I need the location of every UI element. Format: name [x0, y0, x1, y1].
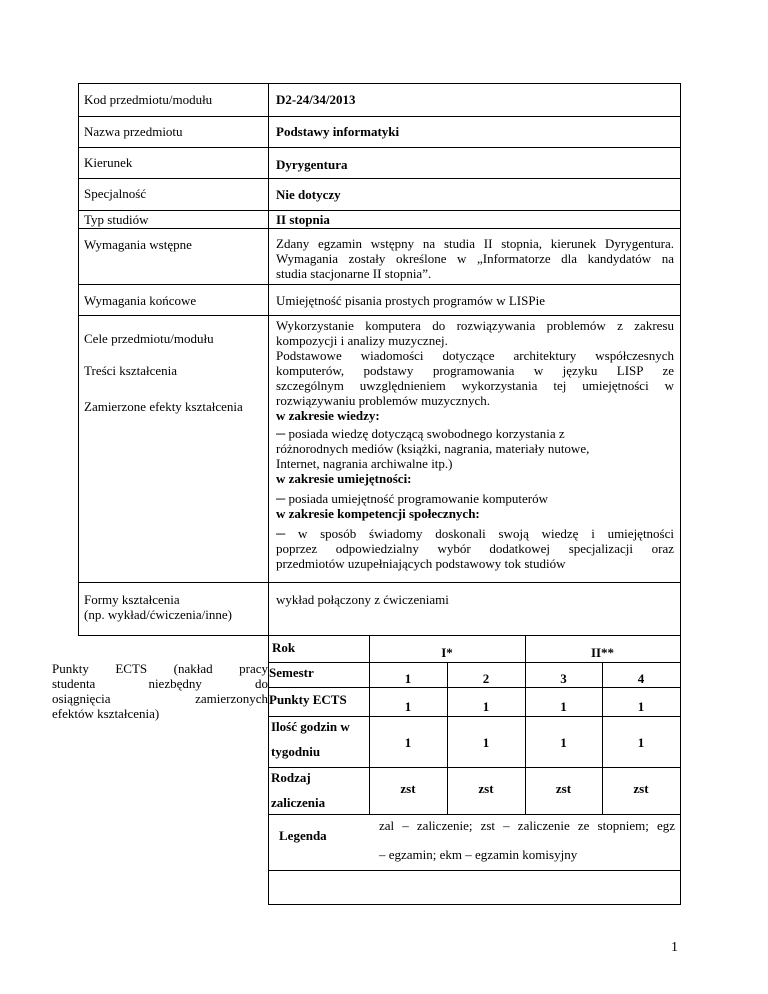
row-final-label: Wymagania końcowe: [84, 293, 197, 308]
rule: [78, 284, 681, 285]
semestr-label: Semestr: [269, 665, 314, 680]
row-label: Typ studiów: [84, 212, 149, 227]
points-cell: 1: [482, 699, 490, 714]
outcomes-skills-item: ─ posiada umiejętność programowanie komputerów: [276, 491, 549, 506]
rule: [268, 904, 681, 905]
row-goals-label: Cele przedmiotu/modułu: [84, 331, 214, 346]
row-value: Podstawy informatyki: [276, 124, 400, 139]
rule: [78, 178, 681, 179]
year-2: II**: [590, 645, 615, 660]
row-label: Kierunek: [84, 155, 133, 170]
hours-cell: 1: [482, 735, 490, 750]
hours-cell: 1: [404, 735, 412, 750]
content-text: Podstawowe wiadomości dotyczące architektury współczesnych komputerów, podstawy programowania w języku LISP ze szczególnym uwzględnieniem wykorzystania tej umiejętności w rozwiązywaniu problemów muzycznych.: [276, 348, 674, 408]
points-cell: 1: [560, 699, 567, 714]
outcomes-skills-heading: w zakresie umiejętności:: [276, 471, 412, 486]
semester-cell: 4: [637, 671, 645, 686]
rule: [268, 767, 681, 768]
points-cell: 1: [637, 699, 645, 714]
goals-text: Wykorzystanie komputera do rozwiązywania problemów z zakresu kompozycji i analizy muzycznej.: [276, 318, 674, 348]
rule: [78, 83, 79, 636]
row-label: Nazwa przedmiotu: [84, 124, 183, 139]
assessment-cell: zst: [555, 781, 572, 796]
legend-label: Legenda: [279, 828, 327, 843]
hours-cell: 1: [560, 735, 567, 750]
row-value: Dyrygentura: [276, 157, 348, 172]
rule: [680, 83, 681, 905]
rule: [268, 716, 681, 717]
rule: [268, 814, 681, 815]
row-value: D2-24/34/2013: [276, 92, 356, 107]
points-cell: 1: [404, 699, 412, 714]
row-forms-label: Formy kształcenia (np. wykład/ćwiczenia/inne): [84, 592, 232, 622]
rule: [78, 635, 681, 636]
row-content-label: Treści kształcenia: [84, 363, 178, 378]
row-prereq-label: Wymagania wstępne: [84, 237, 192, 252]
rule: [268, 687, 681, 688]
row-value: Nie dotyczy: [276, 187, 341, 202]
assessment-label: Rodzaj zaliczenia: [271, 770, 326, 810]
semester-cell: 3: [560, 671, 567, 686]
assessment-cell: zst: [633, 781, 649, 796]
legend-text: zal – zaliczenie; zst – zaliczenie ze stopniem; egz – egzamin; ekm – egzamin komisyjny: [379, 818, 675, 862]
year-1: I*: [441, 645, 453, 660]
rule: [78, 315, 681, 316]
row-final-value: Umiejętność pisania prostych programów w LISPie: [276, 293, 545, 308]
hours-cell: 1: [637, 735, 645, 750]
row-label: Specjalność: [84, 186, 147, 201]
rule: [268, 662, 681, 663]
rule: [78, 582, 681, 583]
assessment-cell: zst: [400, 781, 416, 796]
hours-label: Ilość godzin w tygodniu: [271, 719, 350, 759]
outcomes-knowledge-heading: w zakresie wiedzy:: [276, 408, 380, 423]
rule: [78, 83, 681, 84]
rule: [78, 147, 681, 148]
rule: [268, 83, 269, 905]
rule: [78, 228, 681, 229]
rule: [268, 870, 681, 871]
ects-label: Punkty ECTS (nakład pracy studenta niezbędny do osiągnięcia zamierzonych efektów kształcenia): [52, 661, 268, 721]
assessment-cell: zst: [478, 781, 494, 796]
semester-cell: 2: [482, 671, 490, 686]
row-forms-value: wykład połączony z ćwiczeniami: [276, 592, 449, 607]
points-label: Punkty ECTS: [269, 692, 347, 707]
outcomes-text: w zakresie wiedzy: ─ posiada wiedzę dotyczącą swobodnego korzystania z różnorodnych mediów (książki, nagrania, materiały nutowe, Internet, nagrania archiwalne itp.) w zakresie umiejętności: ─ posiada umiejętność programowanie komputerów w zakresie kompetencji społecznych: ─ w sposób świadomy doskonali swoją wiedzę i umiejętności poprzez odpowiedzialny wybór dodatkowej specjalizacji oraz przedmiotów uzupełniających podstawowy tok studiów: [276, 408, 674, 571]
row-label: Kod przedmiotu/modułu: [84, 92, 213, 107]
rok-label: Rok: [272, 640, 296, 655]
outcomes-social-item: ─ w sposób świadomy doskonali swoją wiedzę i umiejętności: [276, 526, 674, 541]
page-number: 1: [671, 940, 678, 955]
outcomes-knowledge-item: ─ posiada wiedzę dotyczącą swobodnego korzystania z: [276, 426, 565, 441]
outcomes-social-heading: w zakresie kompetencji społecznych:: [276, 506, 480, 521]
rule: [78, 116, 681, 117]
row-value: II stopnia: [276, 212, 330, 227]
row-outcomes-label: Zamierzone efekty kształcenia: [84, 399, 243, 414]
rule: [78, 210, 681, 211]
semester-cell: 1: [404, 671, 412, 686]
row-prereq-value: Zdany egzamin wstępny na studia II stopnia, kierunek Dyrygentura. Wymagania zostały określone w „Informatorze dla kandydatów na studia stacjonarne II stopnia”.: [276, 236, 674, 281]
